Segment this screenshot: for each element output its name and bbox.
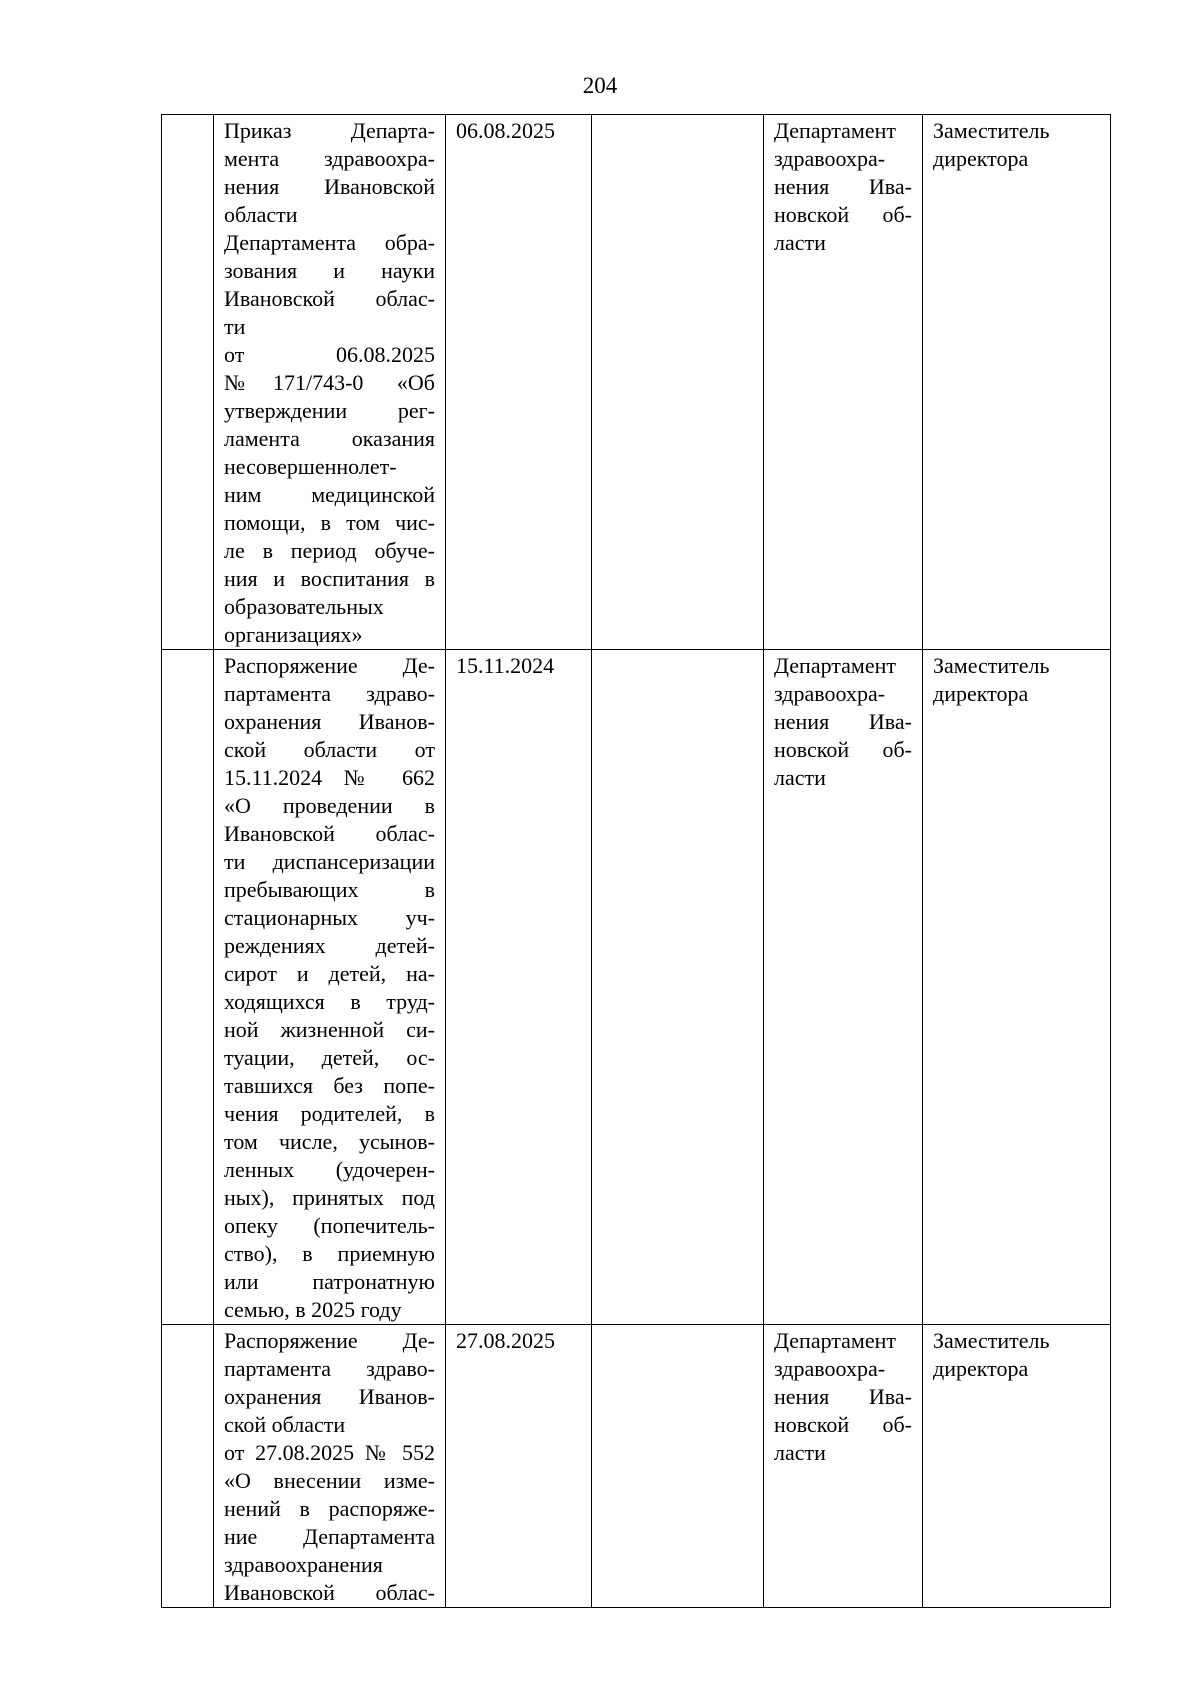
executor-cell-line: здравоохра- (774, 681, 886, 706)
table-row (162, 650, 1111, 1325)
executor-cell (764, 650, 923, 1325)
document-cell-line: ходящихся в труд- (224, 989, 435, 1014)
document-cell-line: Департамента обра- (224, 230, 435, 255)
executor-cell-line: Департамент (774, 118, 897, 143)
document-cell-line: ним медицинской (224, 482, 435, 507)
document-cell-line: пребывающих в (224, 877, 435, 902)
document-cell-line: мента здравоохра- (224, 146, 435, 171)
executor-cell-line: новской об- (774, 202, 912, 227)
document-cell-line: Распоряжение Де- (224, 1328, 435, 1353)
document-cell-line: ти диспансеризации (224, 849, 435, 874)
document-cell-line: чения родителей, в (224, 1101, 435, 1126)
document-cell-line: охранения Иванов- (224, 709, 435, 734)
document-cell-line: или патронатную (224, 1269, 435, 1294)
document-cell-line: партамента здраво- (224, 1356, 435, 1381)
empty-cell (592, 115, 764, 650)
document-cell-line: помощи, в том чис- (224, 510, 435, 535)
row-number-cell (162, 1325, 214, 1608)
document-cell-line: том числе, усынов- (224, 1129, 435, 1154)
executor-cell-line: ласти (774, 1440, 826, 1465)
document-cell-line: Ивановской облас- (224, 1580, 435, 1605)
executor-cell-line: нения Ива- (774, 174, 912, 199)
document-cell-line: туации, детей, ос- (224, 1045, 435, 1070)
responsible-cell-line: директора (933, 146, 1029, 171)
document-cell-line: ламента оказания (224, 426, 435, 451)
executor-cell-line: здравоохра- (774, 1356, 886, 1381)
document-cell-line: тавшихся без попе- (224, 1073, 435, 1098)
executor-cell-line: новской об- (774, 1412, 912, 1437)
executor-cell-line: Департамент (774, 653, 897, 678)
table-row (162, 1325, 1111, 1608)
document-cell (214, 1325, 446, 1608)
document-cell-line: зования и науки (224, 258, 435, 283)
document-cell-line: ленных (удочерен- (224, 1157, 435, 1182)
executor-cell-line: ласти (774, 230, 826, 255)
document-cell-line: Распоряжение Де- (224, 653, 435, 678)
executor-cell (764, 115, 923, 650)
document-cell-line: 15.11.2024 № 662 (224, 765, 435, 790)
document-cell-line: Приказ Департа- (224, 118, 435, 143)
executor-cell-line: новской об- (774, 737, 912, 762)
table-body (162, 115, 1111, 1608)
document-cell-line: ных), принятых под (224, 1185, 435, 1210)
document-cell (214, 115, 446, 650)
document-cell-line: Ивановской облас- (224, 821, 435, 846)
executor-cell-line: ласти (774, 765, 826, 790)
empty-cell (592, 650, 764, 1325)
document-cell-line: ской области (224, 1412, 346, 1437)
document-cell-line: от 06.08.2025 (224, 342, 435, 367)
responsible-cell (923, 115, 1111, 650)
document-cell-line: ле в период обуче- (224, 538, 435, 563)
document-cell-line: «О внесении изме- (224, 1468, 435, 1493)
responsible-cell (923, 650, 1111, 1325)
table-row (162, 115, 1111, 650)
document-cell-line: нений в распоряже- (224, 1496, 435, 1521)
empty-cell (592, 1325, 764, 1608)
document-cell-line: ние Департамента (224, 1524, 435, 1549)
document-cell-line: от 27.08.2025 № 552 (224, 1440, 435, 1465)
row-number-cell (162, 115, 214, 650)
document-cell-line: несовершеннолет- (224, 454, 397, 479)
document-cell-line: охранения Иванов- (224, 1384, 435, 1409)
row-number-cell (162, 650, 214, 1325)
responsible-cell-line: директора (933, 1356, 1029, 1381)
responsible-cell-line: Заместитель (933, 1328, 1050, 1353)
document-cell-line: опеку (попечитель- (224, 1213, 435, 1238)
document-cell-line: ния и воспитания в (224, 566, 435, 591)
document-cell-line: области (224, 202, 298, 227)
document-cell-line: Ивановской облас- (224, 286, 435, 311)
executor-cell-line: Департамент (774, 1328, 897, 1353)
document-cell-line: партамента здраво- (224, 681, 435, 706)
date-cell: 06.08.2025 (446, 115, 592, 650)
date-cell: 15.11.2024 (446, 650, 592, 1325)
document-cell-line: здравоохранения (224, 1552, 383, 1577)
document-cell-line: реждениях детей- (224, 933, 435, 958)
executor-cell-line: нения Ива- (774, 709, 912, 734)
document-table (161, 114, 1111, 1608)
responsible-cell (923, 1325, 1111, 1608)
document-cell-line: ной жизненной си- (224, 1017, 435, 1042)
document-cell-line: «О проведении в (224, 793, 435, 818)
responsible-cell-line: директора (933, 681, 1029, 706)
executor-cell-line: здравоохра- (774, 146, 886, 171)
document-cell-line: образовательных (224, 594, 384, 619)
document-cell-line: нения Ивановской (224, 174, 435, 199)
document-cell-line: ство), в приемную (224, 1241, 435, 1266)
document-cell (214, 650, 446, 1325)
executor-cell (764, 1325, 923, 1608)
document-cell-line: стационарных уч- (224, 905, 435, 930)
page-number: 204 (582, 73, 618, 98)
responsible-cell-line: Заместитель (933, 118, 1050, 143)
document-cell-line: сирот и детей, на- (224, 961, 435, 986)
document-cell-line: организациях» (224, 622, 363, 647)
document-cell-line: ти (224, 314, 246, 339)
document-cell-line: №171/743-0 «Об (224, 370, 435, 395)
executor-cell-line: нения Ива- (774, 1384, 912, 1409)
responsible-cell-line: Заместитель (933, 653, 1050, 678)
document-cell-line: утверждении рег- (224, 398, 435, 423)
document-cell-line: ской области от (224, 737, 435, 762)
date-cell: 27.08.2025 (446, 1325, 592, 1608)
document-cell-line: семью, в 2025 году (224, 1297, 402, 1322)
